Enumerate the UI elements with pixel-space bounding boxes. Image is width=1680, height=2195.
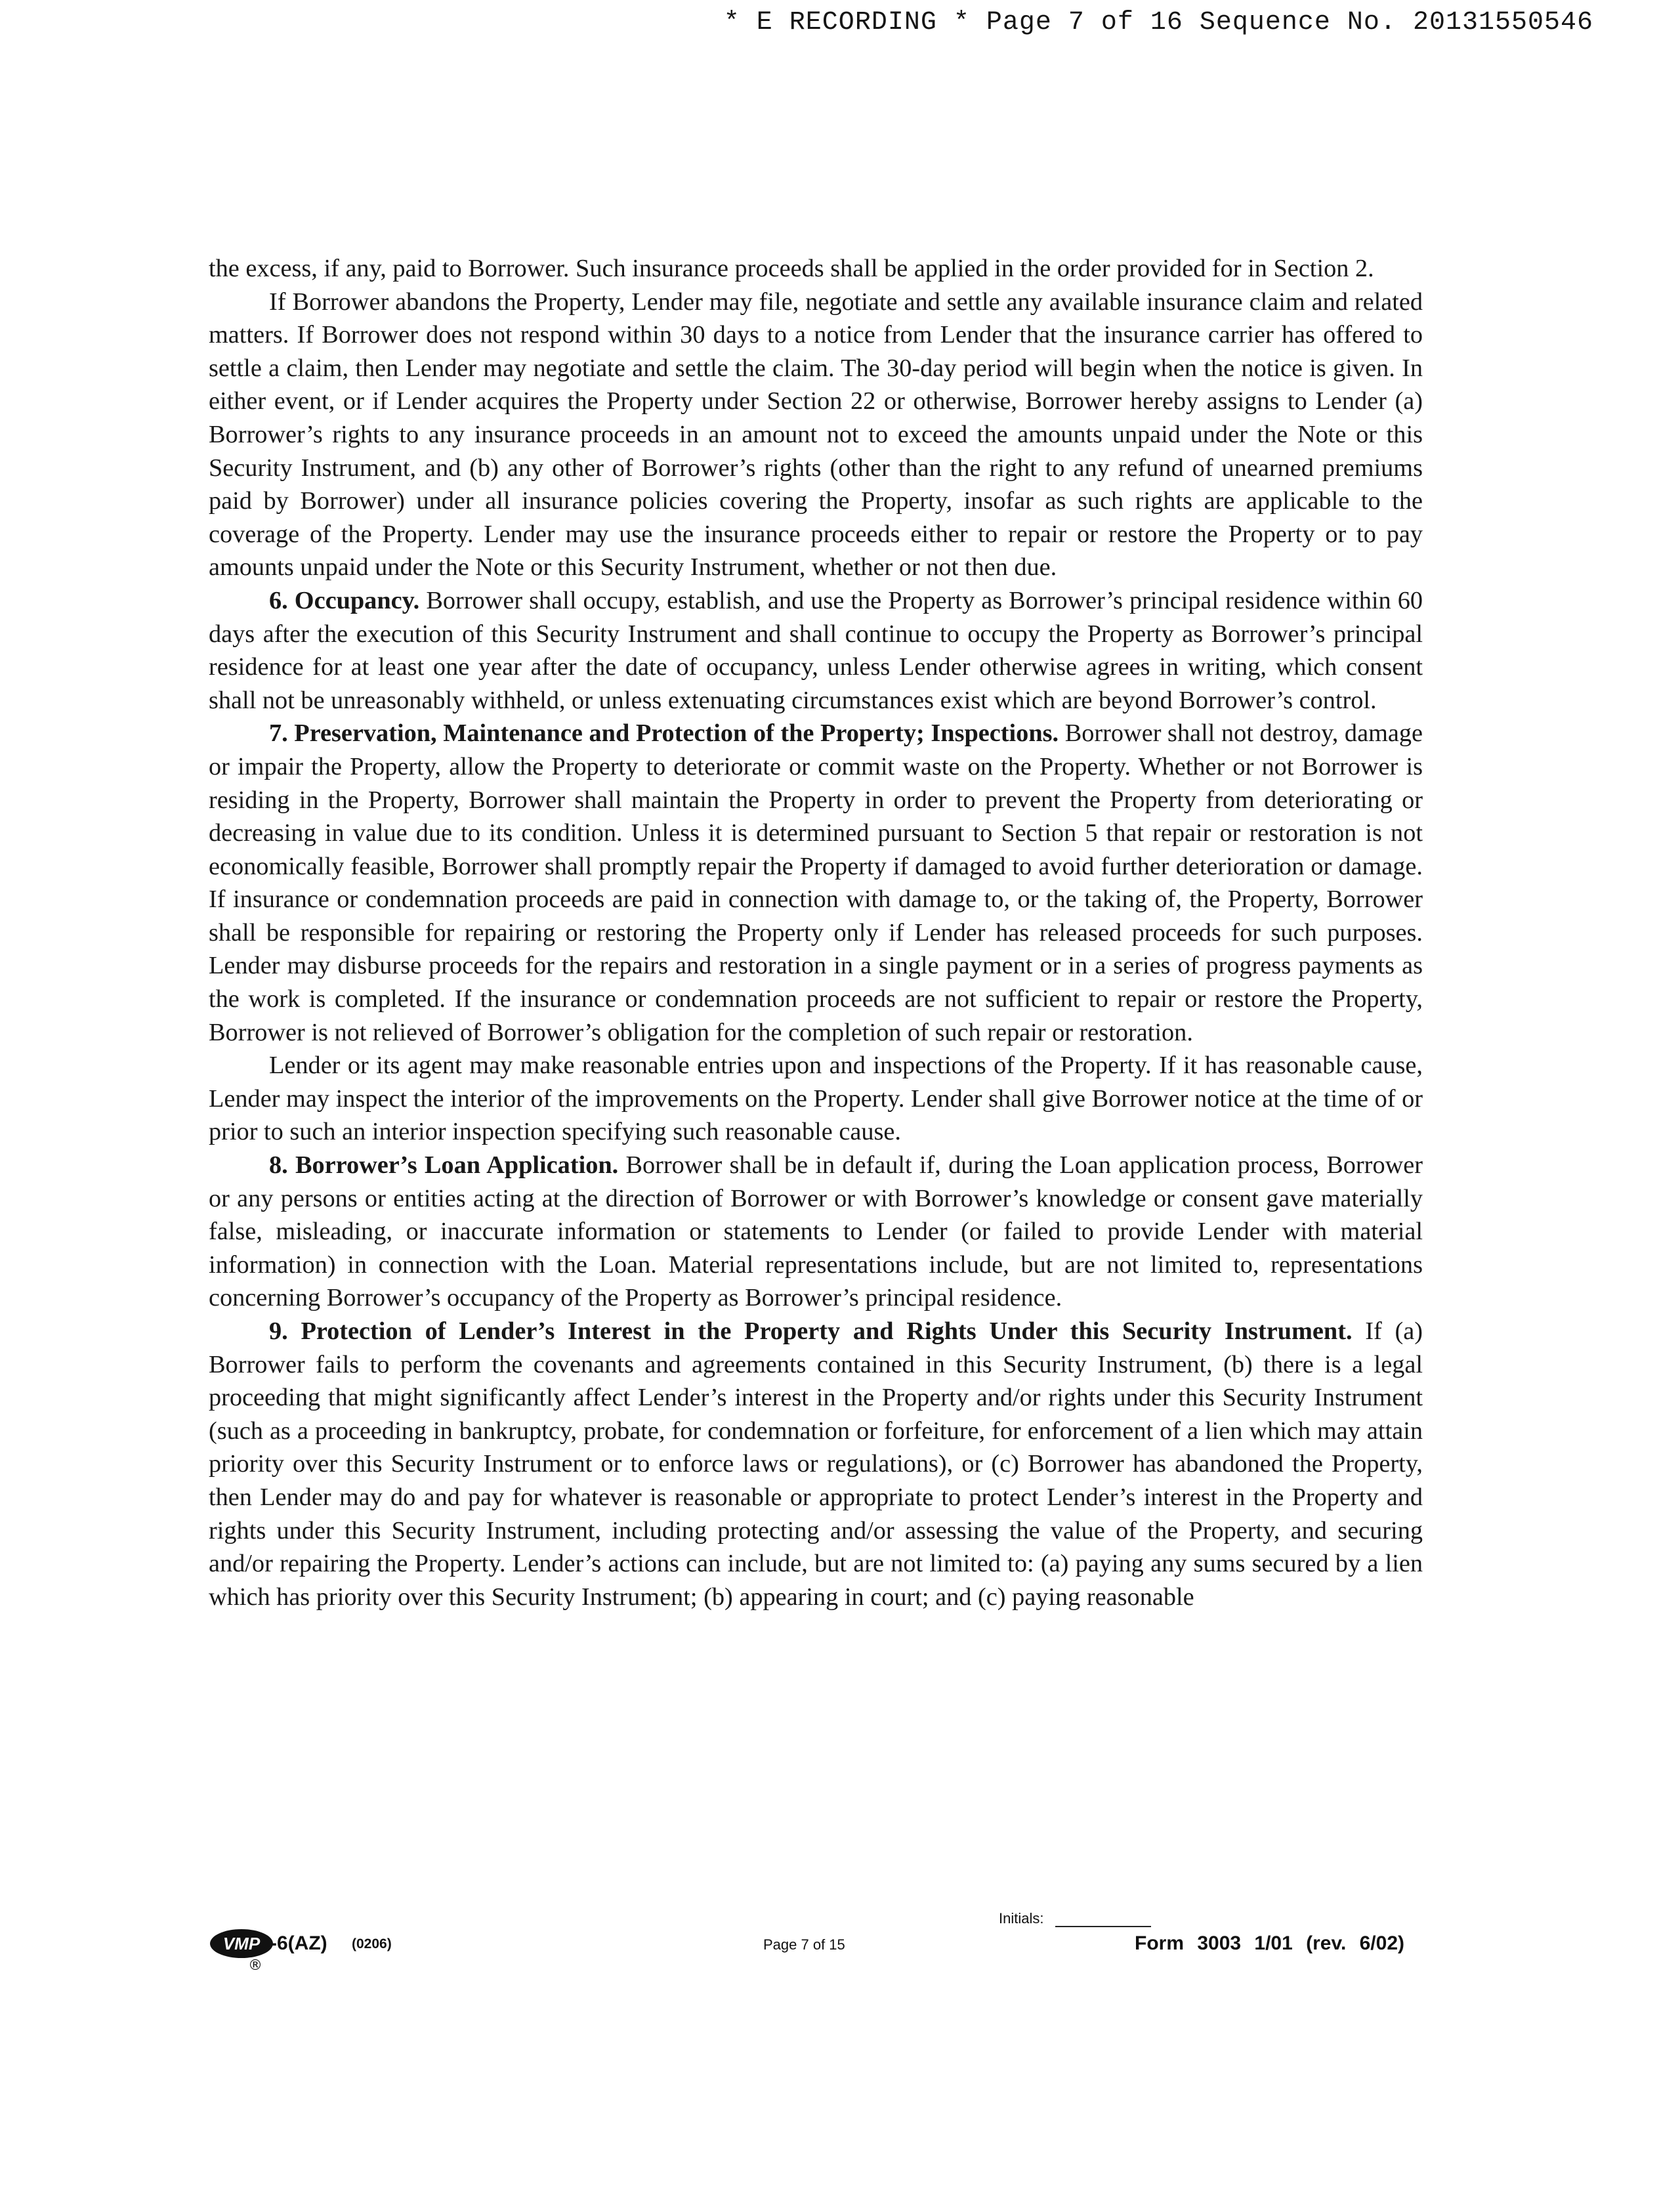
registered-mark: ® [248, 1957, 262, 1974]
form-number: Form 3003 1/01 (rev. 6/02) [1135, 1932, 1404, 1954]
paragraph-abandonment [209, 286, 1423, 584]
paragraph-text: Borrower shall be in default if, during the Loan application process, Borrower or any persons or entities acting at the direction of Borrower or with Borrower’s knowledge or consent gave materially false, misleading, or inaccurate information or statements to Lender (or failed to provide Lender with material information) in connection with the Loan. Material representations include, but are not limited to, representations concerning Borrower’s occupancy of the Property as Borrower’s principal residence. [209, 1151, 1423, 1312]
paragraph-inspections [209, 1049, 1423, 1149]
paragraph-text: If Borrower abandons the Property, Lender may file, negotiate and settle any available insurance claim and related matters. If Borrower does not respond within 30 days to a notice from Lender that the insurance carrier has offered to settle a claim, then Lender may negotiate and settle the claim. The 30-day period will begin when the notice is given. In either event, or if Lender acquires the Property under Section 22 or otherwise, Borrower hereby assigns to Lender (a) Borrower’s rights to any insurance proceeds in an amount not to exceed the amounts unpaid under the Note or this Security Instrument, and (b) any other of Borrower’s rights (other than the right to any refund of unearned premiums paid by Borrower) under all insurance policies covering the Property, insofar as such rights are applicable to the coverage of the Property. Lender may use the insurance proceeds either to repair or restore the Property or to pay amounts unpaid under the Note or this Security Instrument, whether or not then due. [209, 288, 1423, 582]
page-number: Page 7 of 15 [763, 1936, 845, 1953]
form-id: -6(AZ) [270, 1932, 327, 1954]
section-heading: 8. Borrower’s Loan Application. [269, 1151, 619, 1180]
logo-text: VMP [222, 1934, 261, 1953]
paragraph-continuation [209, 252, 1423, 286]
paragraph-text: Lender or its agent may make reasonable entries upon and inspections of the Property. If it has reasonable cause, Lender may inspect the interior of the improvements on the Property. Lender shall give Borrower notice at the time of or prior to such an interior inspection specifying such reasonable cause. [209, 1052, 1423, 1146]
paragraph-text: Borrower shall not destroy, damage or impair the Property, allow the Property to deteriorate or commit waste on the Property. Whether or not Borrower is residing in the Property, Borrower shall maintain the Property in order to prevent the Property from deteriorating or decreasing in value due to its condition. Unless it is determined pursuant to Section 5 that repair or restoration is not economically feasible, Borrower shall promptly repair the Property if damaged to avoid further deterioration or damage. If insurance or condemnation proceeds are paid in connection with damage to, or the taking of, the Property, Borrower shall be responsible for repairing or restoring the Property only if Lender has released proceeds for such purposes. Lender may disburse proceeds for the repairs and restoration in a single payment or in a series of progress payments as the work is completed. If the insurance or condemnation proceeds are not sufficient to repair or restore the Property, Borrower is not relieved of Borrower’s obligation for the completion of such repair or restoration. [209, 719, 1423, 1046]
initials-line [1055, 1926, 1151, 1927]
section-heading: 9. Protection of Lender’s Interest in the Property and Rights Under this Security Instrument. [269, 1317, 1353, 1345]
recording-header: * E RECORDING * Page 7 of 16 Sequence No. 20131550546 [723, 8, 1593, 37]
section-7-preservation [209, 717, 1423, 1049]
form-date: (0206) [352, 1936, 392, 1951]
paragraph-text: If (a) Borrower fails to perform the covenants and agreements contained in this Security Instrument, (b) there is a legal proceeding that might significantly affect Lender’s interest in the Property and/or rights under this Security Instrument (such as a proceeding in bankruptcy, probate, for condemnation or forfeiture, for enforcement of a lien which may attain priority over this Security Instrument or to enforce laws or regulations), or (c) Borrower has abandoned the Property, then Lender may do and pay for whatever is reasonable or appropriate to protect Lender’s interest in the Property and rights under this Security Instrument, including protecting and/or assessing the value of the Property, and securing and/or repairing the Property. Lender’s actions can include, but are not limited to: (a) paying any sums secured by a lien which has priority over this Security Instrument; (b) appearing in court; and (c) paying reasonable [209, 1317, 1423, 1611]
vmp-logo-icon [209, 1928, 274, 1959]
initials-label: Initials: [999, 1910, 1044, 1927]
section-9-protection [209, 1315, 1423, 1613]
section-8-loan-application [209, 1149, 1423, 1315]
paragraph-text: the excess, if any, paid to Borrower. Such insurance proceeds shall be applied in the order provided for in Section 2. [209, 255, 1374, 282]
section-heading: 6. Occupancy. [269, 586, 420, 614]
document-body [209, 252, 1423, 1613]
section-heading: 7. Preservation, Maintenance and Protection of the Property; Inspections. [269, 719, 1059, 748]
section-6-occupancy [209, 584, 1423, 717]
paragraph-text: Borrower shall occupy, establish, and use the Property as Borrower’s principal residence within 60 days after the execution of this Security Instrument and shall continue to occupy the Property as Borrower’s principal residence for at least one year after the date of occupancy, unless Lender otherwise agrees in writing, which consent shall not be unreasonably withheld, or unless extenuating circumstances exist which are beyond Borrower’s control. [209, 586, 1423, 714]
